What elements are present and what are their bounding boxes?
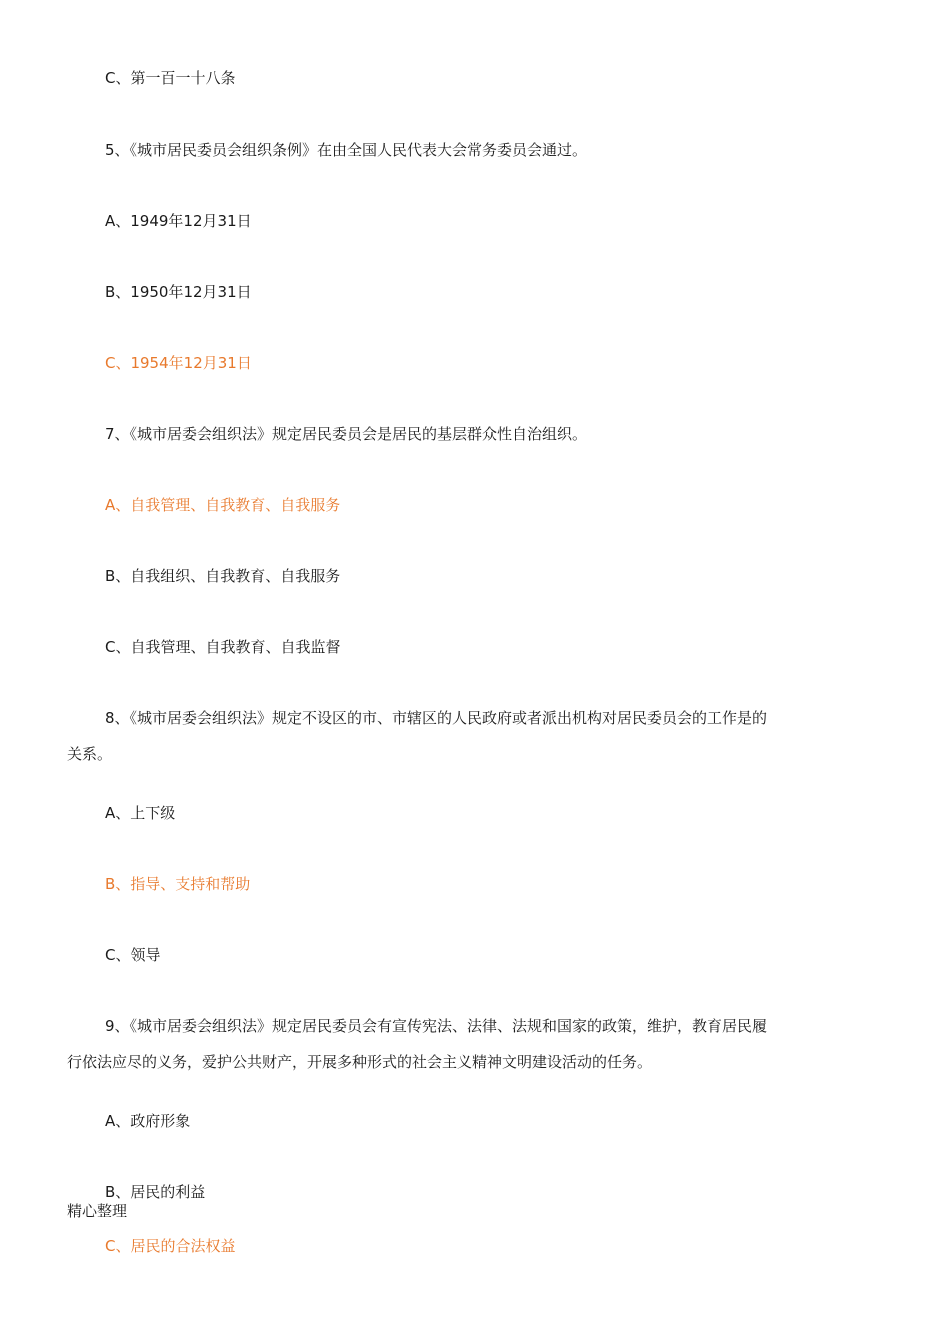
option-line: B、1950年12月31日 (105, 283, 252, 301)
question-line: 7、《城市居委会组织法》规定居民委员会是居民的基层群众性自治组织。 (105, 425, 588, 443)
option-line: A、1949年12月31日 (105, 212, 252, 230)
question-line: 8、《城市居委会组织法》规定不设区的市、市辖区的人民政府或者派出机构对居民委员会的工作是的 (105, 709, 768, 727)
option-line: A、上下级 (105, 804, 176, 822)
answer-option-line: A、自我管理、自我教育、自我服务 (105, 496, 341, 514)
question-line-continued: 关系。 (67, 745, 113, 763)
question-line: 9、《城市居委会组织法》规定居民委员会有宣传宪法、法律、法规和国家的政策，维护，教育居民履 (105, 1017, 768, 1035)
option-line: C、自我管理、自我教育、自我监督 (105, 638, 341, 656)
option-line: A、政府形象 (105, 1112, 191, 1130)
question-line: 5、《城市居民委员会组织条例》在由全国人民代表大会常务委员会通过。 (105, 141, 588, 159)
page-footer-note: 精心整理 (67, 1202, 128, 1220)
question-line-continued: 行依法应尽的义务，爱护公共财产，开展多种形式的社会主义精神文明建设活动的任务。 (67, 1053, 653, 1071)
answer-option-line: B、指导、支持和帮助 (105, 875, 251, 893)
option-line: C、第一百一十八条 (105, 69, 236, 87)
option-line: C、领导 (105, 946, 161, 964)
answer-option-line: C、1954年12月31日 (105, 354, 252, 372)
answer-option-line: C、居民的合法权益 (105, 1237, 236, 1255)
option-line: B、居民的利益 (105, 1183, 206, 1201)
option-line: B、自我组织、自我教育、自我服务 (105, 567, 341, 585)
